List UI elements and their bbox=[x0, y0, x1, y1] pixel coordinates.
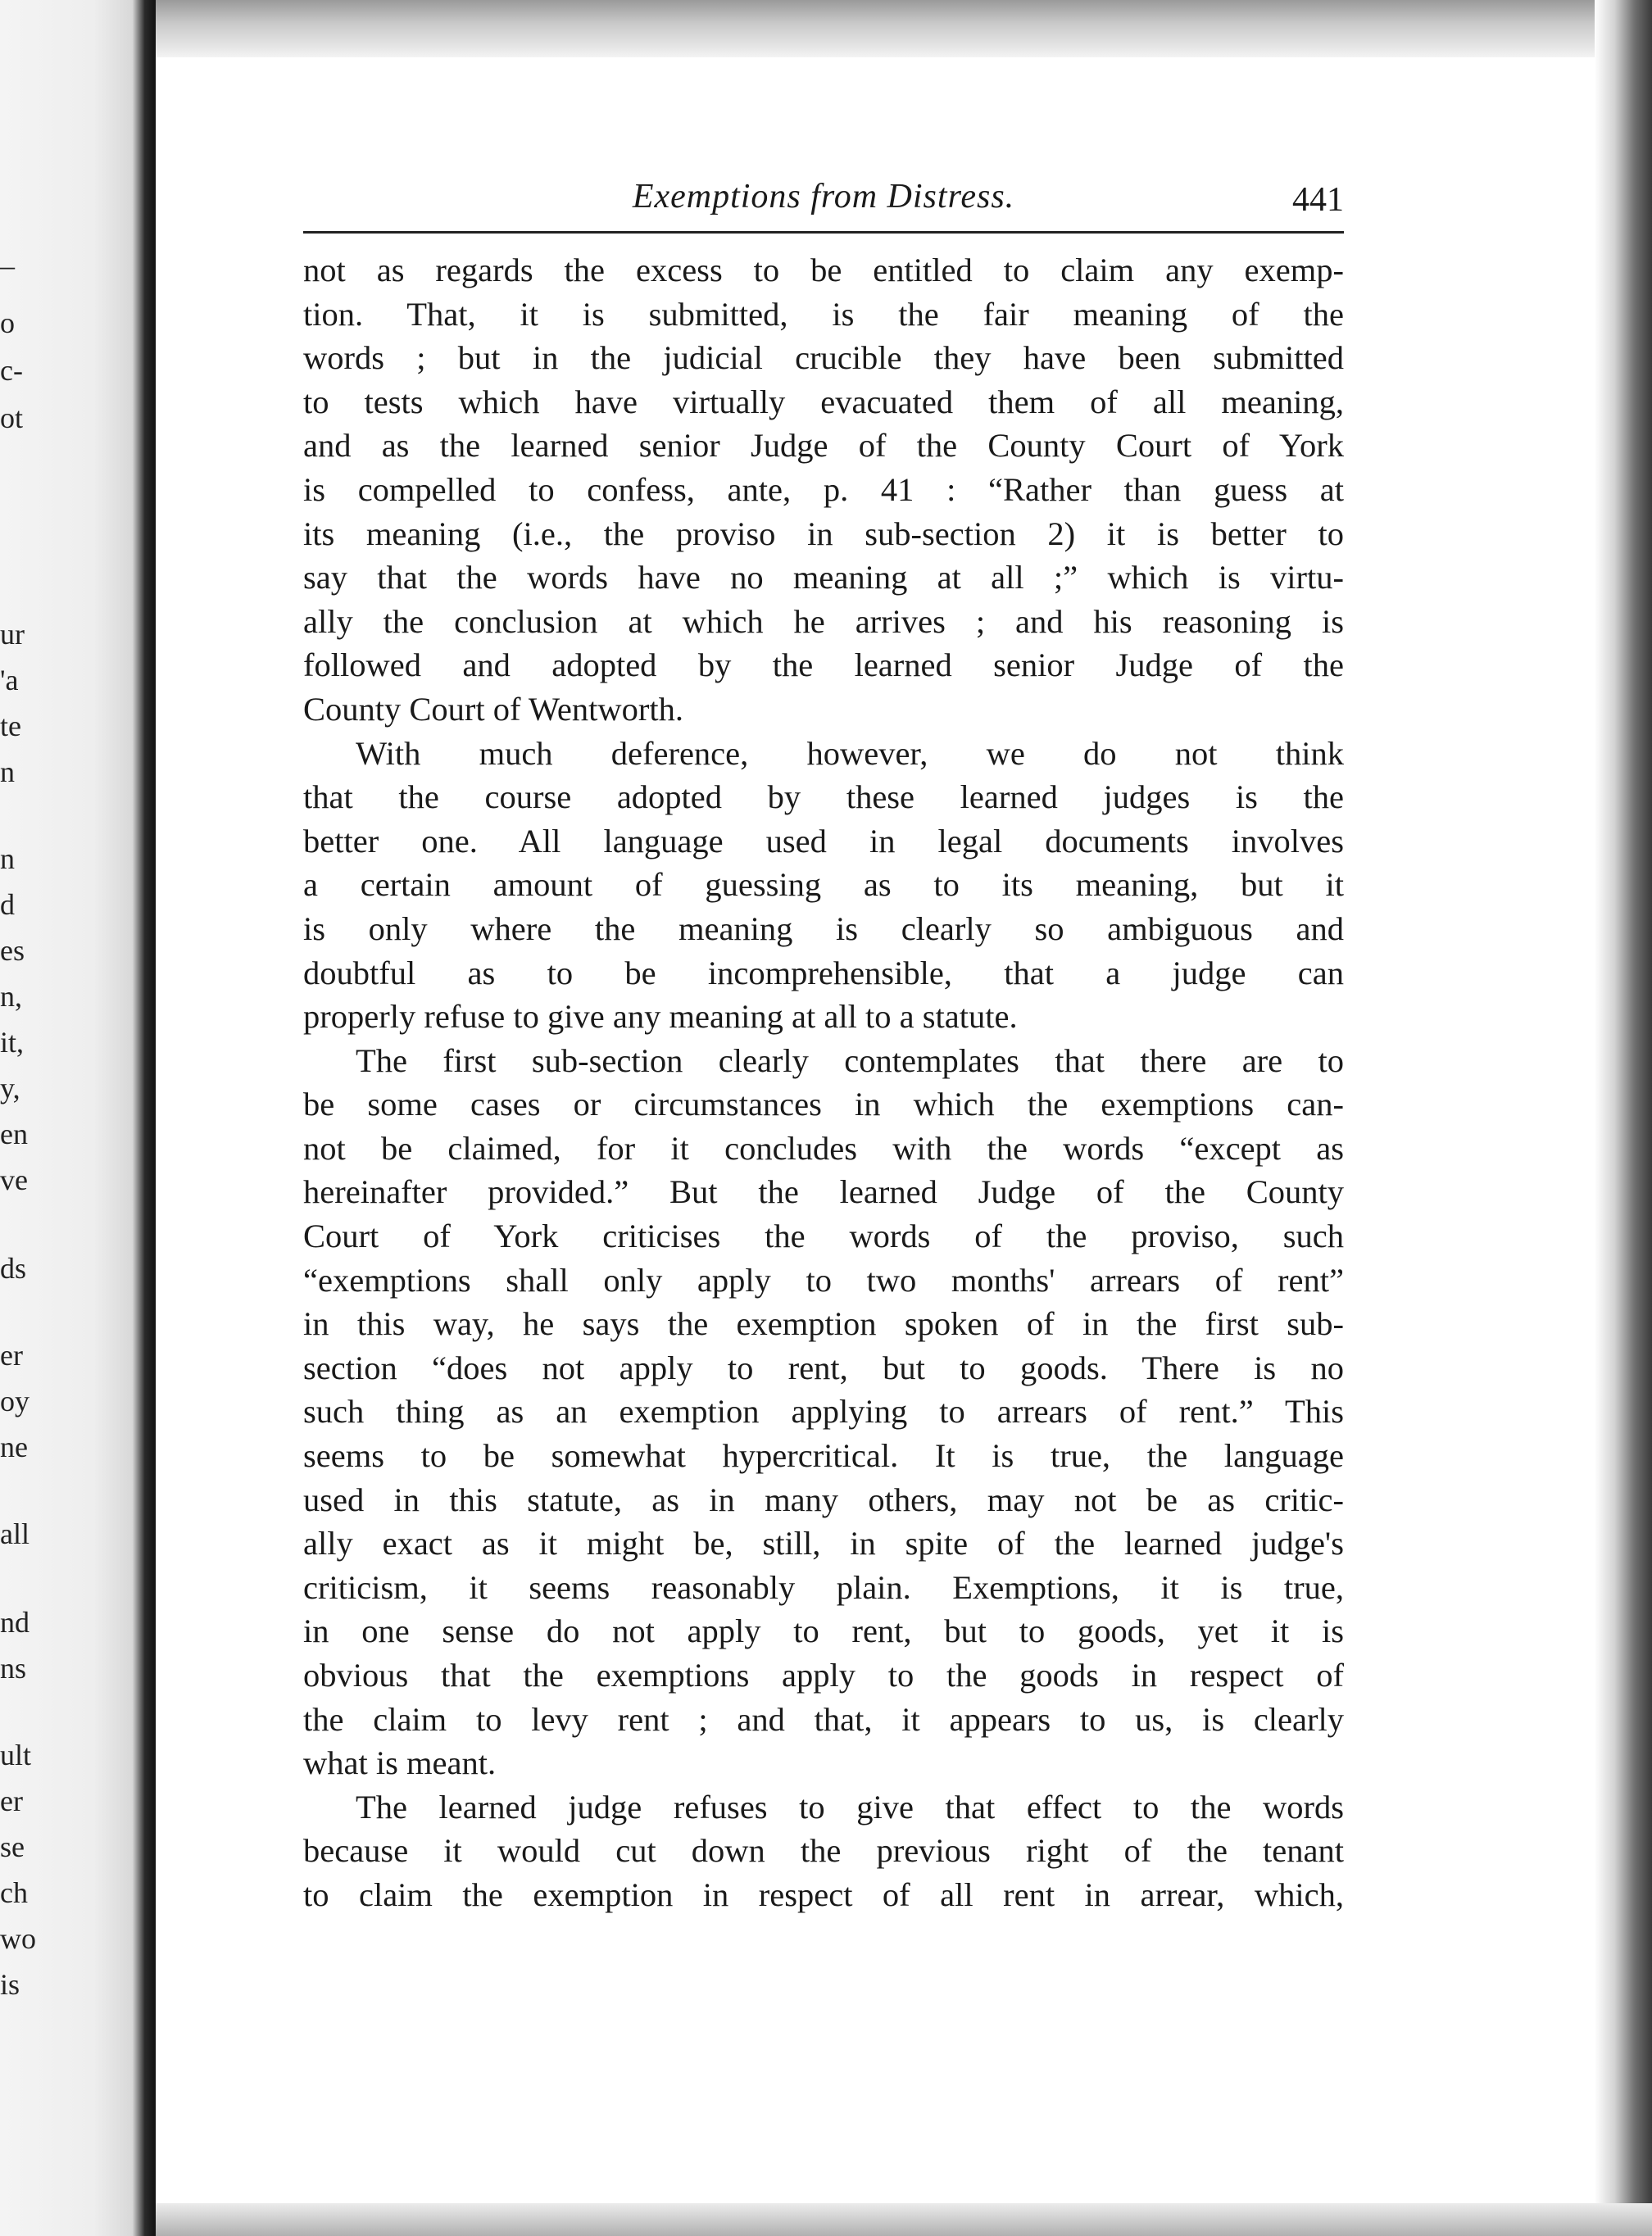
text-line: better one. All language used in legal documents involves bbox=[303, 822, 1344, 859]
text-line: doubtful as to be incomprehensible, that a judge can bbox=[303, 954, 1344, 991]
adjacent-page-fragment: oy bbox=[0, 1385, 30, 1417]
text-line: County Court of Wentworth. bbox=[303, 690, 683, 728]
paragraph bbox=[303, 732, 1344, 1039]
text-line: followed and adopted by the learned senior Judge of the bbox=[303, 646, 1344, 684]
adjacent-page-fragment: ch bbox=[0, 1876, 28, 1909]
text-line: The first sub-section clearly contemplates that there are to bbox=[356, 1041, 1344, 1079]
text-line: in one sense do not apply to rent, but to goods, yet it is bbox=[303, 1612, 1344, 1650]
text-line: the claim to levy rent ; and that, it appears to us, is clearly bbox=[303, 1700, 1344, 1738]
text-line: hereinafter provided.” But the learned Judge of the County bbox=[303, 1173, 1344, 1211]
adjacent-page-fragment: ds bbox=[0, 1252, 27, 1285]
adjacent-page-fragment: er bbox=[0, 1339, 23, 1372]
adjacent-page-fragment: y, bbox=[0, 1072, 20, 1104]
text-line: ally exact as it might be, still, in spite of the learned judge's bbox=[303, 1525, 1344, 1562]
text-line: properly refuse to give any meaning at all to a statute. bbox=[303, 998, 1018, 1036]
text-line: criticism, it seems reasonably plain. Exemptions, it is true, bbox=[303, 1568, 1344, 1606]
adjacent-page-fragment: n bbox=[0, 842, 15, 875]
text-line: seems to be somewhat hypercritical. It is true, the language bbox=[303, 1437, 1344, 1475]
text-line: The learned judge refuses to give that effect to the words bbox=[356, 1788, 1344, 1826]
text-line: obvious that the exemptions apply to the goods in respect of bbox=[303, 1657, 1344, 1694]
body-text bbox=[303, 248, 1344, 1917]
right-scan-edge bbox=[1595, 0, 1652, 2236]
text-line: With much deference, however, we do not think bbox=[356, 734, 1344, 772]
adjacent-page-fragment: ur bbox=[0, 618, 25, 651]
page-number: 441 bbox=[1292, 181, 1344, 219]
adjacent-page-fragment: is bbox=[0, 1968, 20, 2001]
running-head bbox=[303, 172, 1344, 234]
adjacent-page-fragment: o bbox=[0, 306, 15, 339]
text-line: be some cases or circumstances in which the exemptions can- bbox=[303, 1086, 1344, 1123]
paragraph bbox=[303, 1039, 1344, 1785]
paragraph bbox=[303, 248, 1344, 732]
text-line: is compelled to confess, ante, p. 41 : “Rather than guess at bbox=[303, 470, 1344, 508]
adjacent-page-fragment: n bbox=[0, 755, 15, 788]
adjacent-page-fragment: te bbox=[0, 710, 21, 742]
top-scan-edge bbox=[156, 0, 1652, 57]
adjacent-page-fragment: ns bbox=[0, 1652, 27, 1685]
adjacent-page-fragment: ot bbox=[0, 401, 24, 434]
text-line: and as the learned senior Judge of the County Court of York bbox=[303, 427, 1344, 465]
adjacent-page-fragment: en bbox=[0, 1118, 28, 1150]
text-line: not be claimed, for it concludes with the words “except as bbox=[303, 1129, 1344, 1167]
text-line: ally the conclusion at which he arrives ; and his reasoning is bbox=[303, 602, 1344, 640]
adjacent-page-fragment: it, bbox=[0, 1026, 25, 1059]
adjacent-page-fragment: – bbox=[0, 249, 15, 282]
text-line: section “does not apply to rent, but to goods. There is no bbox=[303, 1349, 1344, 1386]
adjacent-page-fragment: se bbox=[0, 1830, 25, 1863]
adjacent-page-fragment: 'a bbox=[0, 664, 19, 696]
text-line: is only where the meaning is clearly so ambiguous and bbox=[303, 909, 1344, 947]
text-line: in this way, he says the exemption spoken of in the first sub- bbox=[303, 1305, 1344, 1343]
book-page bbox=[303, 172, 1344, 1917]
text-line: that the course adopted by these learned judges is the bbox=[303, 778, 1344, 816]
text-line: Court of York criticises the words of the proviso, such bbox=[303, 1218, 1344, 1255]
text-line: its meaning (i.e., the proviso in sub-section 2) it is better to bbox=[303, 515, 1344, 552]
text-line: tion. That, it is submitted, is the fair meaning of the bbox=[303, 295, 1344, 333]
adjacent-page-fragment: c- bbox=[0, 354, 23, 387]
adjacent-page-fragment: n, bbox=[0, 980, 22, 1013]
text-line: words ; but in the judicial crucible they have been submitted bbox=[303, 339, 1344, 377]
bottom-scan-edge bbox=[156, 2203, 1652, 2236]
text-line: a certain amount of guessing as to its meaning, but it bbox=[303, 866, 1344, 904]
adjacent-page-fragment: ne bbox=[0, 1431, 28, 1463]
text-line: to claim the exemption in respect of all rent in arrear, which, bbox=[303, 1875, 1344, 1913]
adjacent-page-fragment: d bbox=[0, 888, 15, 921]
text-line: used in this statute, as in many others, may not be as critic- bbox=[303, 1481, 1344, 1518]
text-line: to tests which have virtually evacuated them of all meaning, bbox=[303, 383, 1344, 420]
adjacent-page-fragment: ult bbox=[0, 1739, 32, 1771]
text-line: because it would cut down the previous right of the tenant bbox=[303, 1832, 1344, 1870]
text-line: not as regards the excess to be entitled to claim any exemp- bbox=[303, 252, 1344, 288]
adjacent-page-fragment: all bbox=[0, 1517, 30, 1550]
text-line: what is meant. bbox=[303, 1744, 497, 1782]
adjacent-page-fragment: wo bbox=[0, 1922, 36, 1955]
adjacent-page-fragment: nd bbox=[0, 1606, 30, 1639]
adjacent-page-fragment: er bbox=[0, 1785, 23, 1817]
adjacent-page-fragment: es bbox=[0, 934, 25, 967]
running-head-title: Exemptions from Distress. bbox=[632, 178, 1015, 215]
paragraph bbox=[303, 1785, 1344, 1917]
text-line: such thing as an exemption applying to arrears of rent.” This bbox=[303, 1393, 1344, 1431]
text-line: “exemptions shall only apply to two months' arrears of rent” bbox=[303, 1261, 1344, 1299]
adjacent-page-fragment: ve bbox=[0, 1163, 28, 1196]
text-line: say that the words have no meaning at all ;” which is virtu- bbox=[303, 559, 1344, 596]
